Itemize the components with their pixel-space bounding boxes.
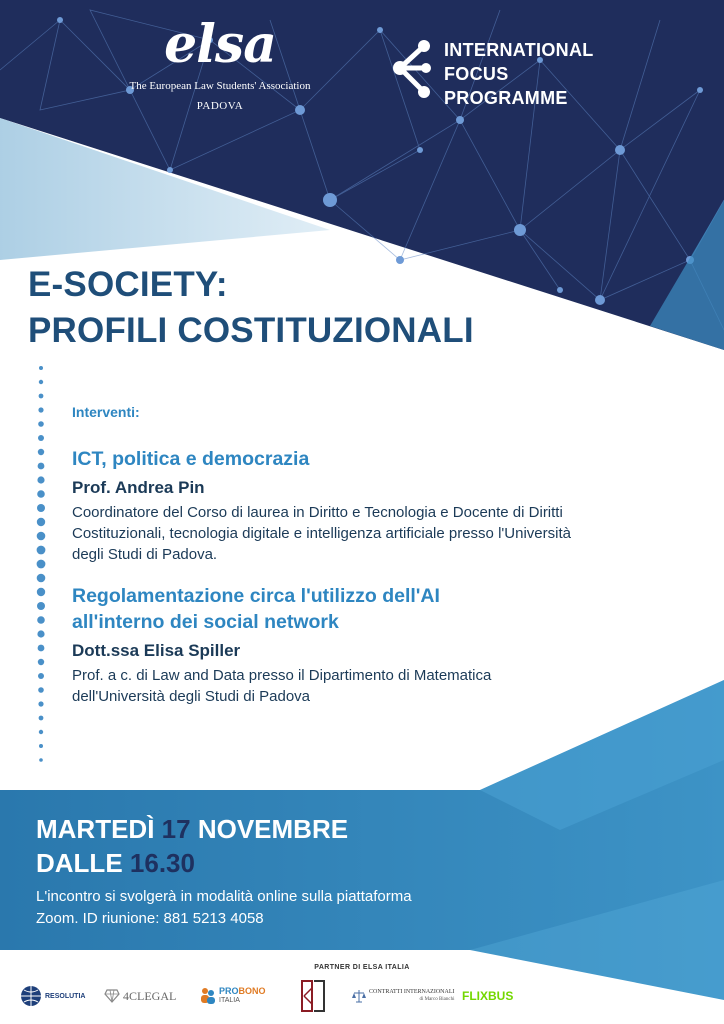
event-month: NOVEMBRE — [197, 814, 349, 844]
bracket-logo-icon — [298, 979, 328, 1013]
talks-section — [72, 404, 632, 707]
dotted-timeline — [37, 366, 46, 762]
talk-1 — [72, 446, 632, 565]
sponsor-resolutia-name: RESOLUTIA — [45, 992, 86, 1000]
sponsor-probono-sub: ITALIA — [219, 997, 240, 1004]
talk-2 — [72, 583, 632, 707]
event-date-line — [36, 812, 348, 846]
elsa-association-name: The European Law Students' Association — [129, 80, 311, 92]
ifp-network-icon — [386, 38, 434, 102]
sponsor-flixbus — [462, 976, 513, 1016]
sponsor-resolutia — [20, 976, 85, 1016]
sponsor-probono — [200, 976, 266, 1016]
ifp-line-1: INTERNATIONAL — [444, 40, 594, 60]
talk-1-title: ICT, politica e democrazia — [72, 448, 310, 470]
event-date — [36, 812, 348, 880]
sponsor-probono-name — [219, 986, 266, 996]
talk-1-speaker: Prof. Andrea Pin — [72, 478, 205, 497]
sponsor-contratti-sub: di Marco Bianchi — [419, 997, 455, 1002]
elsa-logo — [129, 14, 311, 112]
event-time: 16.30 — [129, 848, 195, 878]
diamond-icon — [104, 989, 120, 1003]
sponsor-contratti-name: CONTRATTI INTERNAZIONALI — [369, 989, 455, 995]
sponsor-contratti — [352, 976, 455, 1016]
sponsor-probono-name-a: PRO — [219, 986, 239, 996]
people-icon — [200, 987, 216, 1005]
sponsor-logos — [0, 976, 724, 1016]
partners-label: PARTNER DI ELSA ITALIA — [314, 964, 410, 971]
event-weekday: MARTEDÌ — [36, 814, 155, 844]
event-title — [28, 262, 474, 354]
sponsor-probono-name-b: BONO — [238, 986, 266, 996]
sponsor-bracket-logo — [298, 976, 328, 1016]
event-title-line-2: PROFILI COSTITUZIONALI — [28, 311, 474, 350]
globe-icon — [20, 985, 42, 1007]
ifp-logo-text — [444, 38, 594, 110]
talk-1-description: Coordinatore del Corso di laurea in Diritto e Tecnologia e Docente di Diritti Costituzionali, tecnologia digitale e intelligenza artificiale presso l'Università degli Studi di Padova. — [72, 504, 571, 563]
talk-2-title: Regolamentazione circa l'utilizzo dell'AI all'interno dei social network — [72, 585, 440, 633]
event-note: L'incontro si svolgerà in modalità online sulla piattaforma Zoom. ID riunione: 881 5213 4058 — [36, 888, 412, 927]
talk-2-description: Prof. a c. di Law and Data presso il Dipartimento di Matematica dell'Università degli Studi di Padova — [72, 667, 492, 705]
scales-icon — [352, 989, 366, 1003]
sponsor-probono-text — [219, 986, 266, 1006]
event-from-label: DALLE — [36, 848, 123, 878]
sponsor-4clegal-name: 4CLEGAL — [123, 988, 177, 1003]
elsa-wordmark: elsa — [164, 14, 276, 75]
talk-2-speaker: Dott.ssa Elisa Spiller — [72, 641, 241, 660]
event-title-line-1: E-SOCIETY: — [28, 265, 228, 304]
event-day: 17 — [161, 814, 191, 844]
ifp-line-2: FOCUS — [444, 64, 509, 84]
event-time-line — [36, 846, 348, 880]
section-label: Interventi: — [72, 404, 140, 420]
ifp-line-3: PROGRAMME — [444, 88, 568, 108]
elsa-city: PADOVA — [196, 100, 244, 112]
flixbus-icon: FLIXBUS — [462, 989, 514, 1003]
sponsor-4clegal — [104, 976, 176, 1016]
sponsor-contratti-text — [369, 988, 455, 1004]
